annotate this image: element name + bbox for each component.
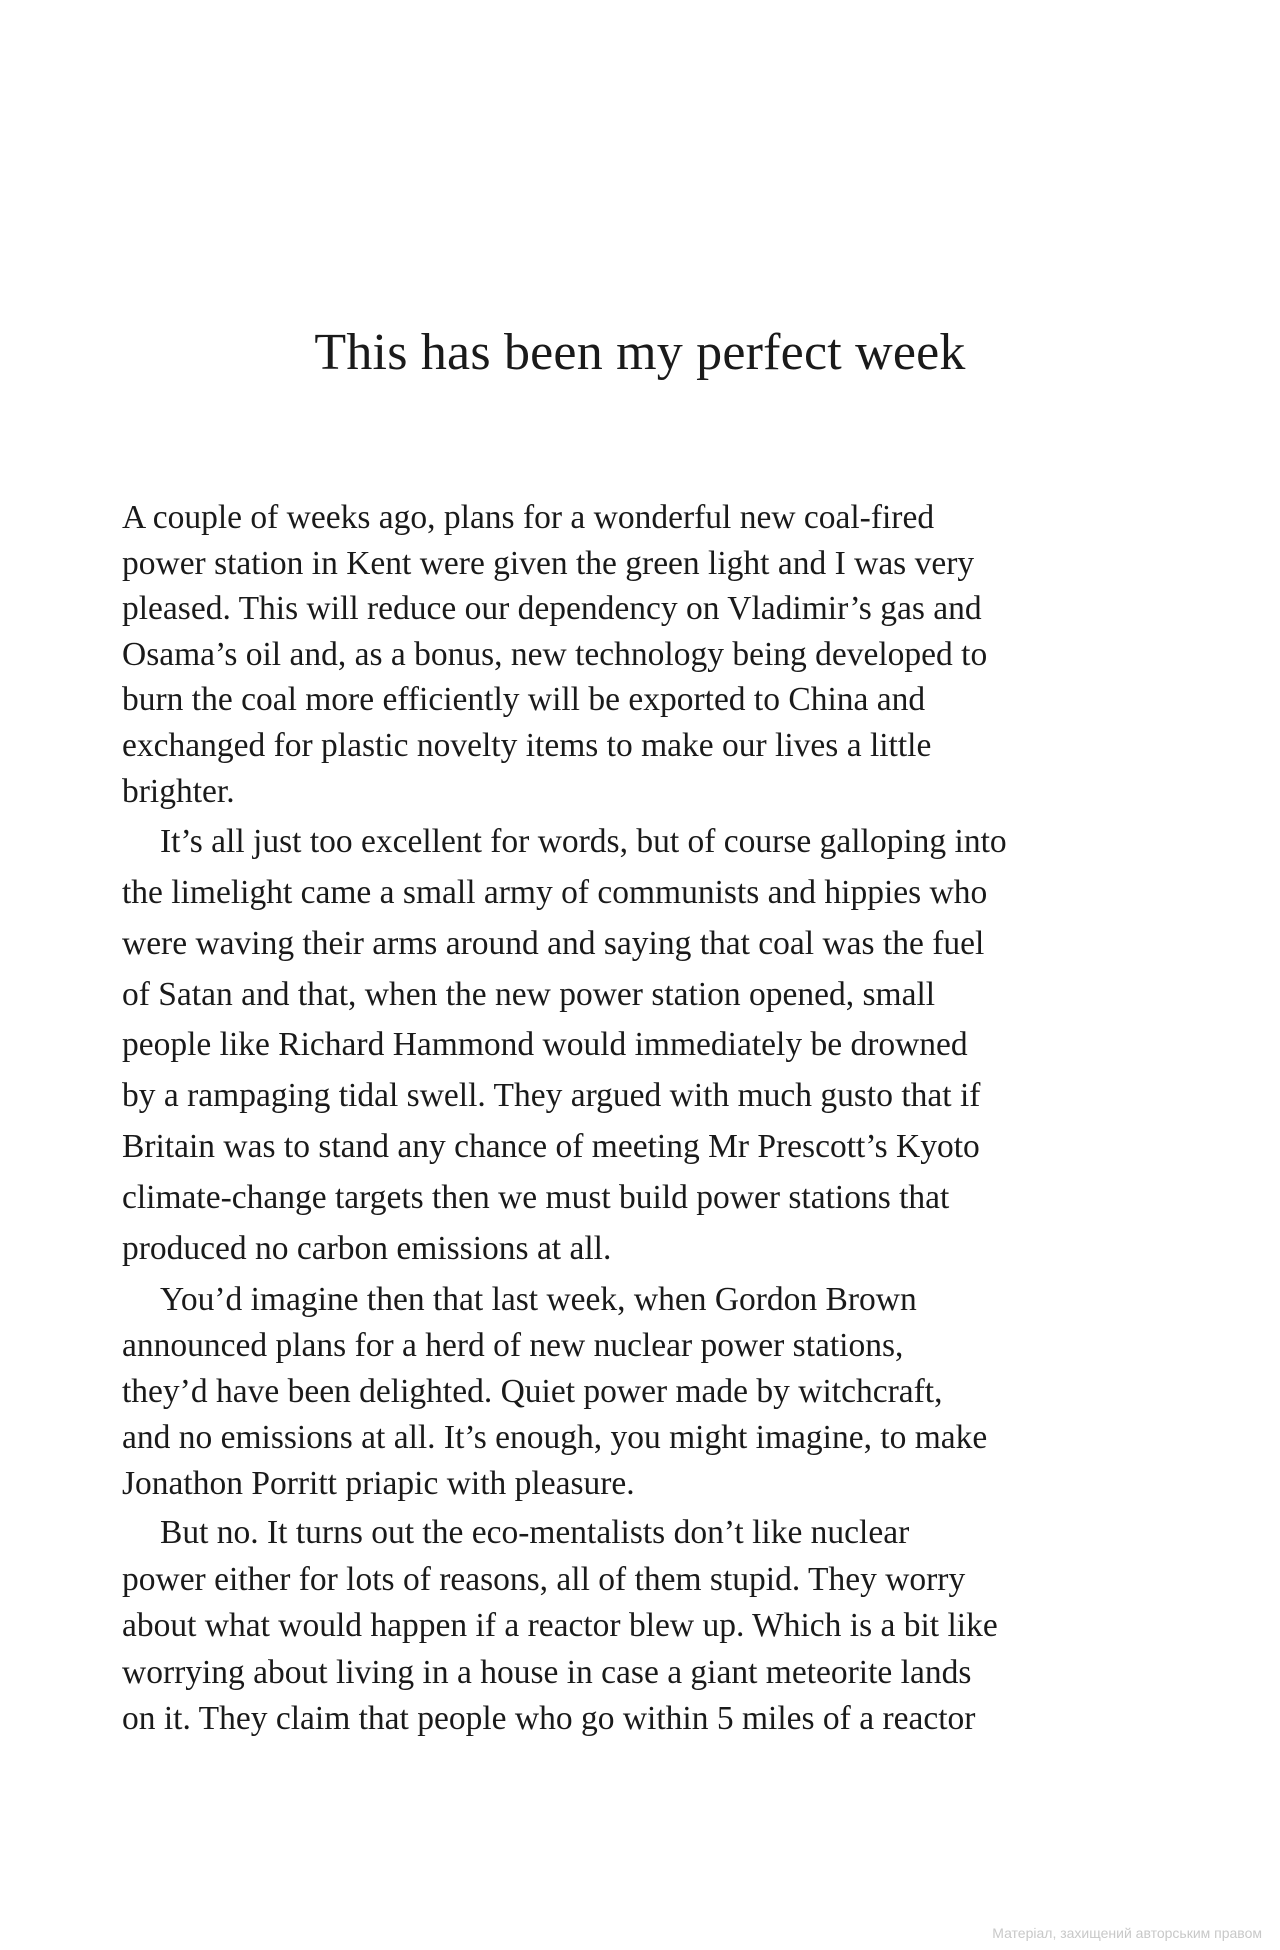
body-text bbox=[122, 495, 1182, 1742]
text-line: A couple of weeks ago, plans for a wonderful new coal-fired bbox=[122, 499, 935, 536]
text-line: Britain was to stand any chance of meeting Mr Prescott’s Kyoto bbox=[122, 1127, 980, 1165]
text-line: power either for lots of reasons, all of them stupid. They worry bbox=[122, 1560, 966, 1598]
text-line: of Satan and that, when the new power station opened, small bbox=[122, 975, 936, 1013]
text-line: on it. They claim that people who go within 5 miles of a reactor bbox=[122, 1699, 976, 1737]
text-line: by a rampaging tidal swell. They argued with much gusto that if bbox=[122, 1077, 981, 1115]
text-line: announced plans for a herd of new nuclear power stations, bbox=[122, 1327, 904, 1365]
paragraph-4 bbox=[122, 1510, 1182, 1742]
text-line: exchanged for plastic novelty items to make our lives a little bbox=[122, 726, 932, 764]
text-line: Jonathon Porritt priapic with pleasure. bbox=[122, 1465, 635, 1503]
text-line: It’s all just too excellent for words, but of course galloping into bbox=[160, 823, 1007, 861]
text-line: brighter. bbox=[122, 772, 235, 810]
text-line: power station in Kent were given the green light and I was very bbox=[122, 544, 975, 582]
copyright-watermark: Матеріал, захищений авторським правом bbox=[992, 1925, 1262, 1941]
text-line: were waving their arms around and saying that coal was the fuel bbox=[122, 924, 985, 962]
text-line: the limelight came a small army of communists and hippies who bbox=[122, 873, 988, 911]
paragraph-2 bbox=[122, 817, 1182, 1274]
text-line: about what would happen if a reactor blew up. Which is a bit like bbox=[122, 1607, 998, 1645]
paragraph-3 bbox=[122, 1277, 1182, 1507]
chapter-title: This has been my perfect week bbox=[314, 324, 966, 381]
text-line: burn the coal more efficiently will be exported to China and bbox=[122, 681, 926, 719]
text-line: Osama’s oil and, as a bonus, new technology being developed to bbox=[122, 635, 988, 673]
text-line: But no. It turns out the eco-mentalists don’t like nuclear bbox=[160, 1514, 910, 1552]
text-line: worrying about living in a house in case a giant meteorite lands bbox=[122, 1653, 972, 1691]
text-line: and no emissions at all. It’s enough, you might imagine, to make bbox=[122, 1419, 988, 1457]
text-line: pleased. This will reduce our dependency on Vladimir’s gas and bbox=[122, 590, 982, 628]
text-line: You’d imagine then that last week, when Gordon Brown bbox=[160, 1281, 917, 1319]
text-line: people like Richard Hammond would immediately be drowned bbox=[122, 1026, 968, 1064]
text-line: climate-change targets then we must build power stations that bbox=[122, 1178, 950, 1216]
text-line: produced no carbon emissions at all. bbox=[122, 1229, 612, 1267]
text-line: they’d have been delighted. Quiet power made by witchcraft, bbox=[122, 1373, 943, 1411]
paragraph-1 bbox=[122, 495, 1182, 814]
